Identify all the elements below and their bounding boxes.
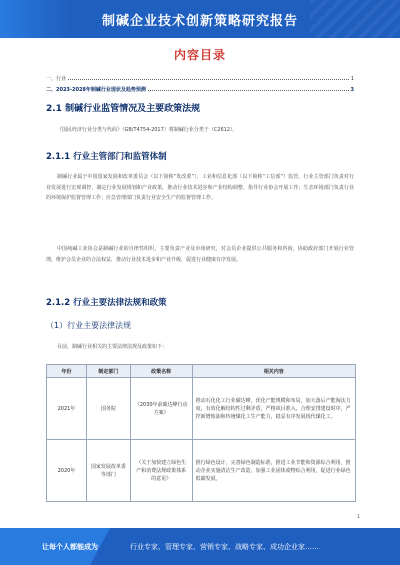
toc-entry-2[interactable]: [46, 83, 354, 93]
intro-paragraph: 《国民经济行业分类与代码》（GB/T4754-2017）将制碱行业分类于（C2612）。: [57, 127, 238, 133]
toc-leader-dots: [68, 78, 349, 80]
policy-table: [46, 364, 356, 502]
cell-year: 2020年: [47, 440, 87, 502]
toc-leader-dots: [148, 89, 349, 91]
toc-entry-page: 3: [350, 87, 354, 93]
page-footer: [0, 528, 400, 565]
table-intro: 目前，制碱行业相关的主要法律法规及政策如下：: [57, 344, 168, 350]
col-header-policy: 政策名称: [130, 365, 192, 378]
report-title: 制碱企业技术创新策略研究报告: [101, 14, 298, 29]
section-heading: 2.1 制碱行业监管情况及主要政策法规: [46, 104, 201, 114]
page-number: 1: [356, 514, 360, 520]
association-paragraph: 中国纯碱工业协会是制碱行业的自律性组织，主要负责产业及市场研究，对会员企业提供公共服务和咨询，协助政府部门开展行业管理，维护会员企业的合法权益，推动行业技术进步和产业升级，促进行业健康有序发展。: [46, 246, 354, 263]
cell-dept: 国家发展改革委等部门: [86, 440, 130, 502]
toc-entry-label: 二、2023-2028年制碱行业现状及趋势预测: [46, 87, 146, 93]
page-header: [0, 0, 400, 38]
footer-slogan: 让每个人都能成为: [42, 543, 98, 551]
cell-policy: 《2030年前碳达峰行动方案》: [130, 378, 192, 440]
cell-year: 2021年: [47, 378, 87, 440]
cell-content: 推行绿色设计，完善绿色制造标准，推进工业节能和资源综合利用，推动企业实施清洁生产改造，加强工业固体废物综合利用，促进行业绿色低碳发展。: [192, 440, 355, 502]
subsection-heading-regulators: 2.1.1 行业主管部门和监管体制: [46, 152, 167, 162]
table-row: [47, 378, 356, 440]
col-header-dept: 制定部门: [86, 365, 130, 378]
toc-entry-label: 一、行业: [46, 76, 67, 82]
cell-content: 推动石化化工行业碳达峰，优化产能规模和布局，加大落后产能淘汰力度，有效化解结构性过剩矛盾，严格项目准入，合理安排建设时序，严控新增炼油和传统煤化工生产能力，稳妥有序发展现代煤化工。: [192, 378, 355, 440]
footer-tags: 行业专家、管理专家、营销专家、战略专家、成功企业家……: [130, 543, 319, 551]
toc-entry-1[interactable]: [46, 72, 354, 82]
cell-dept: 国务院: [86, 378, 130, 440]
laws-heading: （1）行业主要法律法规: [46, 321, 132, 330]
toc-title: 内容目录: [173, 48, 226, 62]
col-header-year: 年份: [47, 365, 87, 378]
col-header-content: 相关内容: [192, 365, 355, 378]
table-header-row: [47, 365, 356, 378]
cell-policy: 《关于加快建立绿色生产和消费法规政策体系的意见》: [130, 440, 192, 502]
table-row: [47, 440, 356, 502]
subsection-heading-laws: 2.1.2 行业主要法律法规和政策: [46, 298, 167, 308]
regulators-paragraph: 制碱行业属于中国国家发展和改革委员会（以下简称“发改委”）、工业和信息化部（以下简称“工信部”）监管，行业主管部门负责对行业发展进行宏观调控，制定行业发展规划和产业政策，推动行业技术进步和产业结构调整，指导行业协会开展工作；生态环境部门负责行业的环境保护监督管理工作；应急管理部门负责行业安全生产的监督管理工作。: [46, 174, 354, 201]
toc-entry-page: 1: [350, 76, 354, 82]
